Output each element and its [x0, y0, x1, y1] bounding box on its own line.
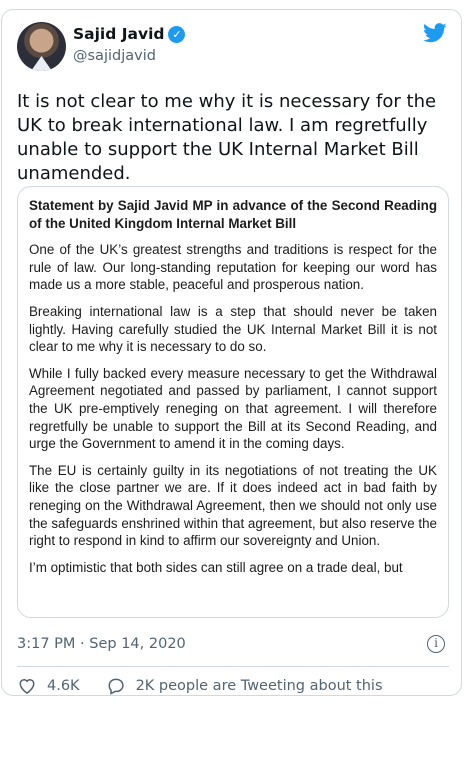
timestamp-separator: · [75, 636, 90, 652]
twitter-bird-icon[interactable] [423, 23, 447, 43]
statement-paragraph: The EU is certainly guilty in its negotiations of not treating the UK like the close partner we are. If it does indeed act in bad faith by reneging on the Withdrawal Agreement, then we should not only use the safeguards enshrined within that agreement, but also reserve the right to respond in kind to affirm our sovereignty and Union. [29, 462, 437, 549]
author-name-row[interactable] [73, 25, 185, 43]
statement-heading: Statement by Sajid Javid MP in advance of the Second Reading of the United Kingdom Internal Market Bill [29, 198, 437, 231]
tweet-actions [17, 676, 383, 696]
tweet-timestamp[interactable] [17, 636, 186, 652]
author-name[interactable]: Sajid Javid [73, 25, 165, 43]
tweet-time[interactable]: 3:17 PM [17, 636, 76, 652]
tweet-date[interactable]: Sep 14, 2020 [89, 636, 186, 652]
statement-paragraph: While I fully backed every measure necessary to get the Withdrawal Agreement negotiated and passed by parliament, I cannot support the UK pre-emptively reneging on that agreement. I will therefore regretfully be unable to support the Bill at its Second Reading, and urge the Government to amend it in the coming days. [29, 365, 437, 452]
statement-paragraph: Breaking international law is a step that should never be taken lightly. Having carefully studied the UK Internal Market Bill it is not clear to me why it is necessary to do so. [29, 303, 437, 355]
divider [17, 666, 449, 667]
verified-badge-icon: ✓ [168, 26, 185, 43]
like-button[interactable] [17, 676, 80, 696]
author-handle[interactable]: @sajidjavid [73, 48, 156, 64]
statement-image[interactable] [17, 186, 449, 618]
statement-document [29, 197, 437, 585]
info-icon[interactable]: i [427, 635, 445, 653]
speech-bubble-icon [106, 676, 126, 696]
embedded-tweet-card[interactable] [1, 9, 462, 696]
statement-paragraph: One of the UK’s greatest strengths and traditions is respect for the rule of law. Our long-standing reputation for keeping our word has made us a more stable, peaceful and prosperous nation. [29, 242, 437, 293]
like-count[interactable]: 4.6K [47, 678, 80, 694]
avatar[interactable] [17, 22, 66, 71]
statement-paragraph: I’m optimistic that both sides can still agree on a trade deal, but [29, 559, 403, 575]
conversation-link[interactable] [106, 676, 383, 696]
heart-icon [17, 676, 37, 696]
conversation-text[interactable]: 2K people are Tweeting about this [135, 678, 383, 694]
tweet-text: It is not clear to me why it is necessary for the UK to break international law. I am regretfully unable to support the UK Internal Market Bill unamended. [17, 91, 437, 184]
